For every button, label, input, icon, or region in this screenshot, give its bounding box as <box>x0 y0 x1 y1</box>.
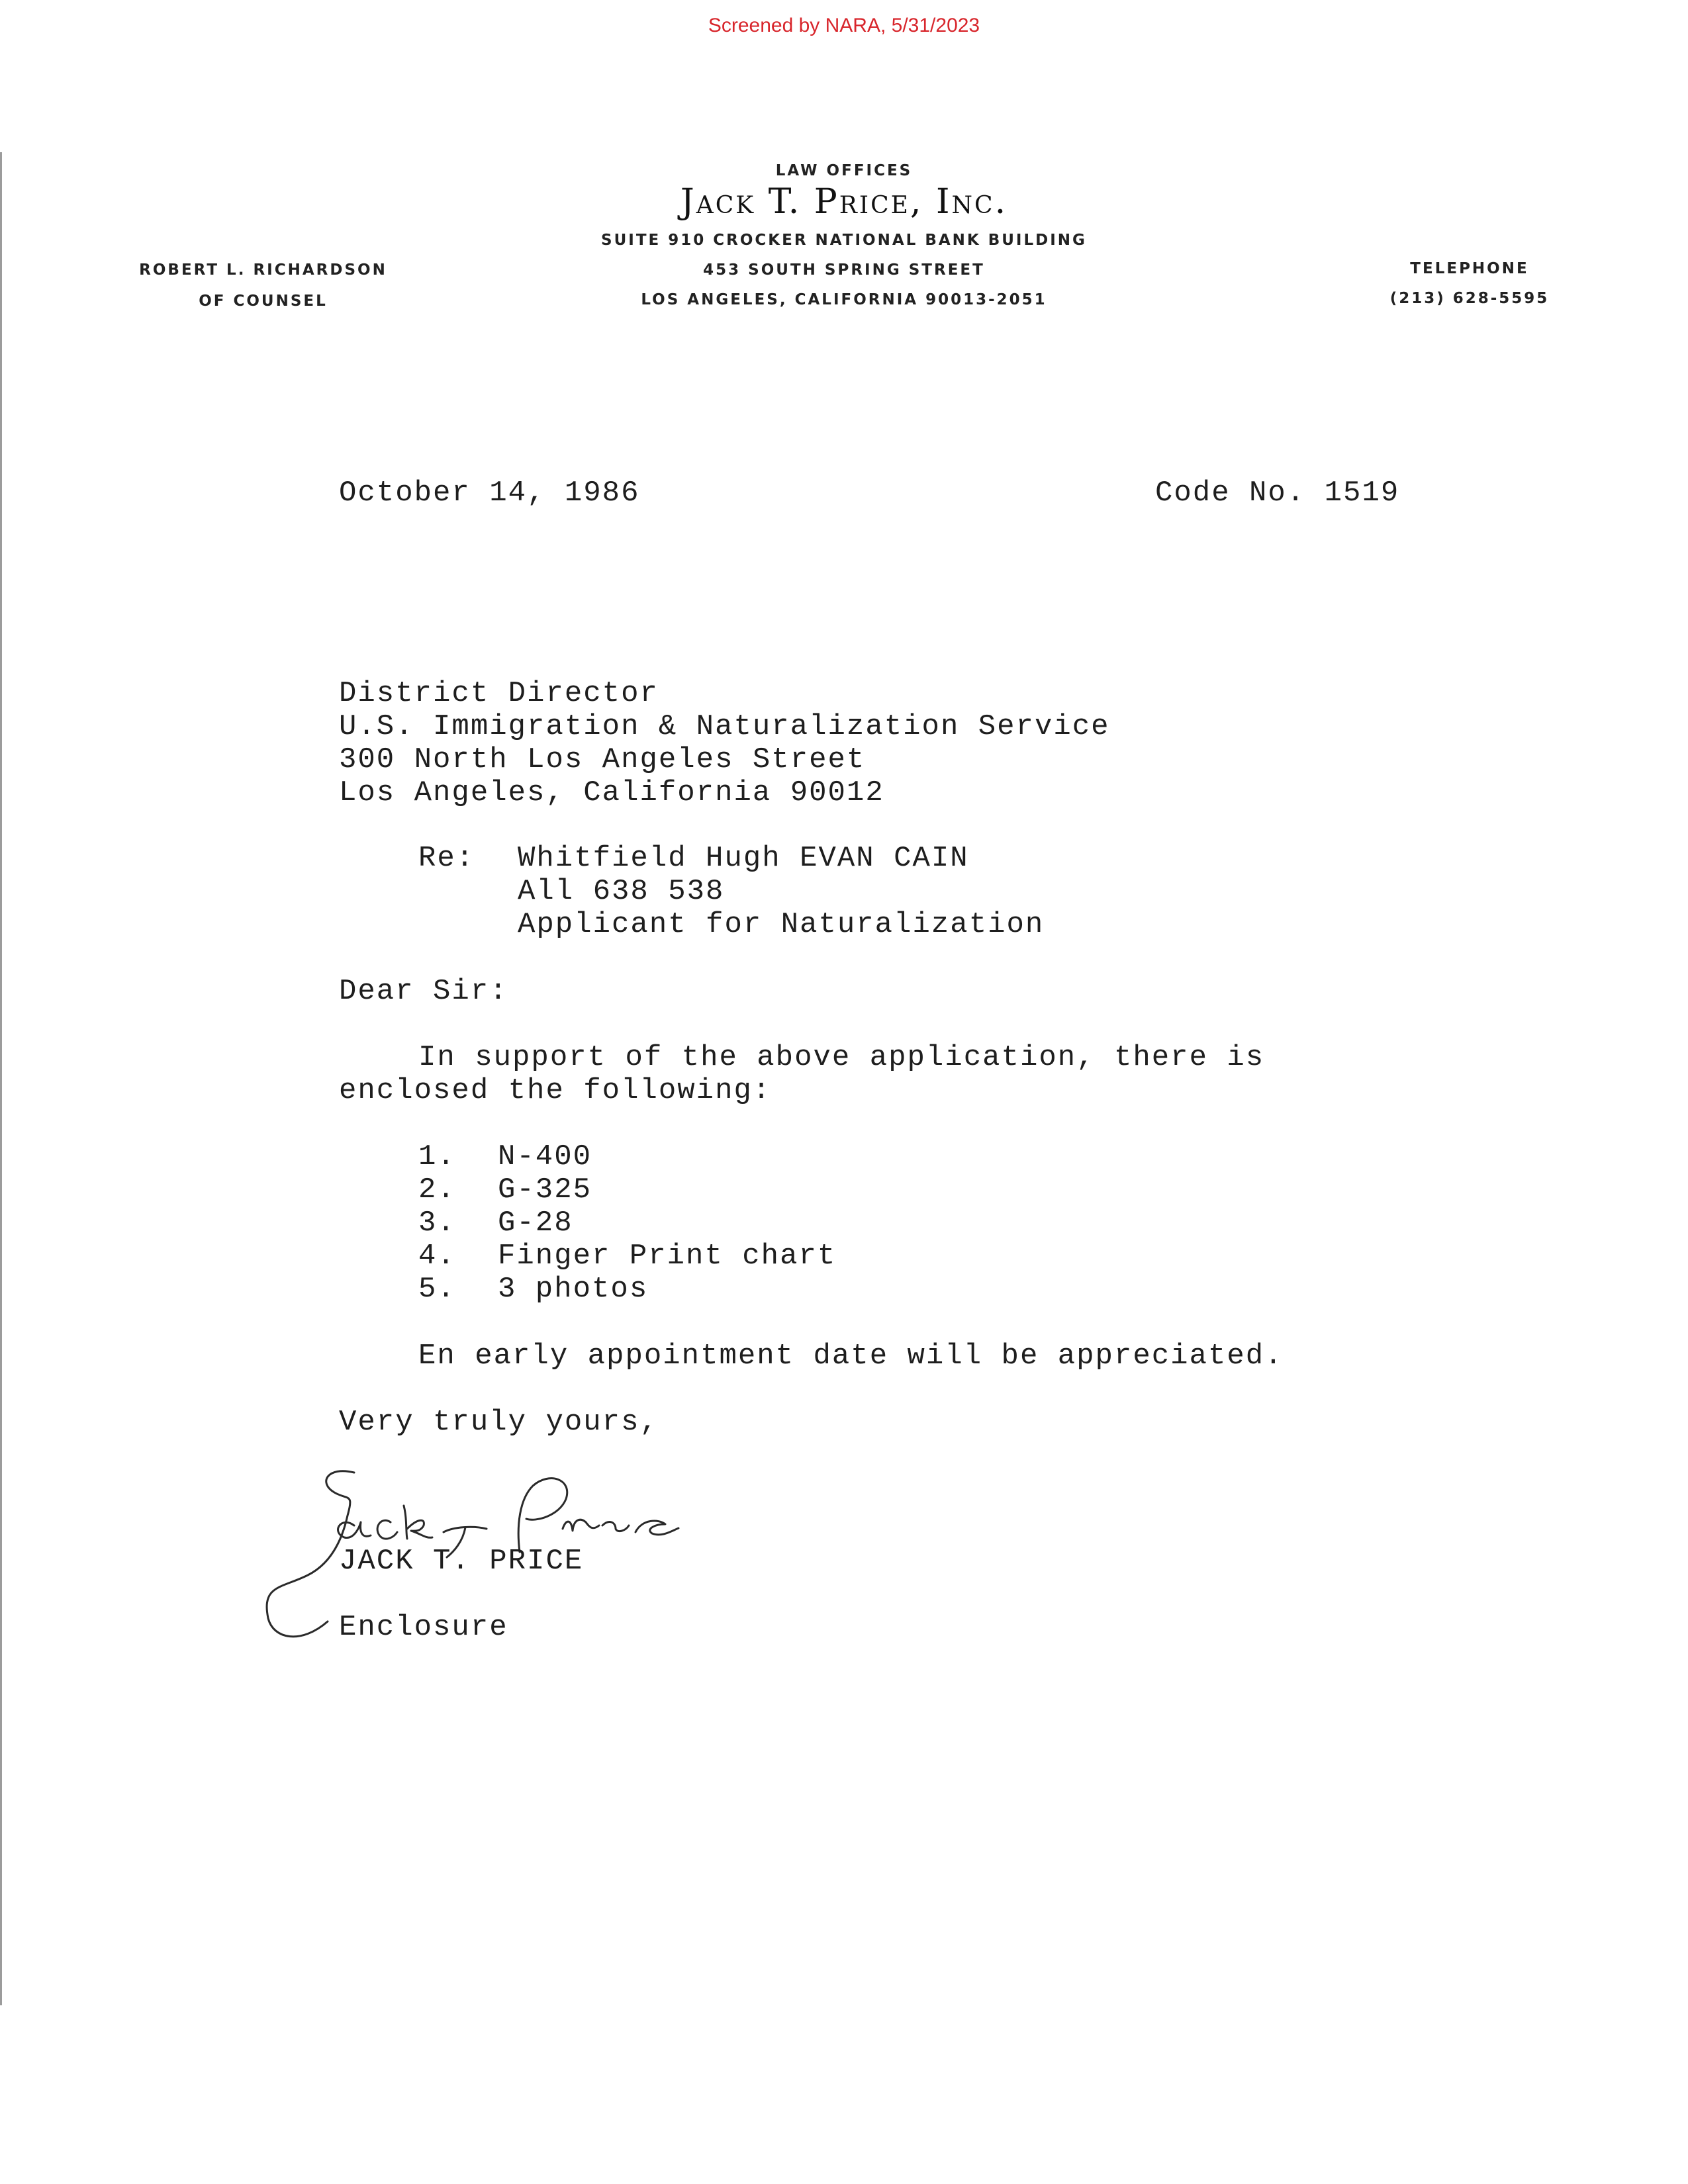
list-item: N-400 <box>498 1140 592 1173</box>
counsel-name: ROBERT L. RICHARDSON <box>139 261 387 279</box>
list-item-number: 5. <box>418 1273 456 1306</box>
enclosure-label: Enclosure <box>339 1611 508 1644</box>
salutation: Dear Sir: <box>339 975 508 1008</box>
list-item: Finger Print chart <box>498 1240 837 1273</box>
paragraph-line: enclosed the following: <box>339 1074 772 1107</box>
list-item-number: 4. <box>418 1240 456 1273</box>
list-item: G-325 <box>498 1173 592 1206</box>
firm-name: Jack T. Price, Inc. <box>680 182 1008 222</box>
letterhead-city: LOS ANGELES, CALIFORNIA 90013-2051 <box>641 291 1047 308</box>
letter-date: October 14, 1986 <box>339 477 640 510</box>
scan-edge-shadow <box>0 152 2 2005</box>
telephone-number: (213) 628-5595 <box>1389 290 1550 307</box>
recipient-line: Los Angeles, California 90012 <box>339 776 884 809</box>
closing: Very truly yours, <box>339 1406 659 1439</box>
code-number: Code No. 1519 <box>1155 477 1400 510</box>
counsel-title: OF COUNSEL <box>199 293 328 310</box>
telephone-label: TELEPHONE <box>1410 260 1529 277</box>
recipient-line: 300 North Los Angeles Street <box>339 743 866 776</box>
letterhead-label: LAW OFFICES <box>775 162 913 179</box>
re-line: Applicant for Naturalization <box>518 908 1045 941</box>
list-item-number: 2. <box>418 1173 456 1206</box>
list-item: 3 photos <box>498 1273 649 1306</box>
recipient-line: U.S. Immigration & Naturalization Service <box>339 710 1110 743</box>
letterhead-street: 453 SOUTH SPRING STREET <box>703 261 985 279</box>
closing-sentence: En early appointment date will be appreciated. <box>418 1340 1284 1373</box>
list-item-number: 3. <box>418 1206 456 1240</box>
signer-name: JACK T. PRICE <box>339 1545 584 1578</box>
re-line: Whitfield Hugh EVAN CAIN <box>518 842 969 875</box>
paragraph-line: In support of the above application, there is <box>418 1041 1265 1074</box>
re-line: All 638 538 <box>518 875 725 908</box>
letterhead-suite: SUITE 910 CROCKER NATIONAL BANK BUILDING <box>601 232 1087 249</box>
list-item: G-28 <box>498 1206 573 1240</box>
recipient-line: District Director <box>339 677 659 710</box>
list-item-number: 1. <box>418 1140 456 1173</box>
re-label: Re: <box>418 842 475 875</box>
nara-screening-stamp: Screened by NARA, 5/31/2023 <box>708 15 980 36</box>
